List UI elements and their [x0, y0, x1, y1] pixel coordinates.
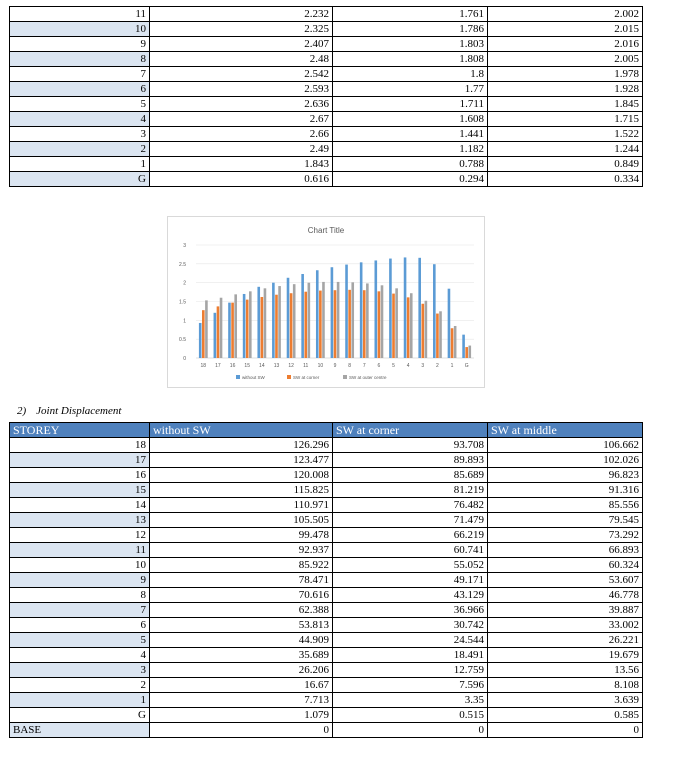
bar: [287, 278, 290, 358]
bar: [381, 285, 384, 358]
table-row: [10, 603, 643, 618]
y-tick-label: 1.5: [179, 299, 186, 306]
value-cell: 120.008: [150, 468, 333, 483]
joint-displacement-table: [9, 422, 643, 738]
value-cell: 2.636: [150, 97, 333, 112]
value-cell: 26.206: [150, 663, 333, 678]
value-cell: 1.711: [333, 97, 488, 112]
value-cell: 60.324: [488, 558, 643, 573]
value-cell: 60.741: [333, 543, 488, 558]
value-cell: 93.708: [333, 438, 488, 453]
storey-cell: 7: [10, 603, 150, 618]
section-number: 2): [17, 405, 27, 417]
value-cell: 106.662: [488, 438, 643, 453]
table-row: [10, 127, 643, 142]
value-cell: 3.35: [333, 693, 488, 708]
value-cell: 79.545: [488, 513, 643, 528]
value-cell: 2.016: [488, 37, 643, 52]
table-row: [10, 618, 643, 633]
value-cell: 1.928: [488, 82, 643, 97]
value-cell: 1.808: [333, 52, 488, 67]
value-cell: 2.66: [150, 127, 333, 142]
value-cell: 2.005: [488, 52, 643, 67]
storey-cell: 16: [10, 468, 150, 483]
table-header-row: [10, 423, 643, 438]
value-cell: 7.596: [333, 678, 488, 693]
y-tick-label: 1: [183, 318, 186, 325]
value-cell: 3.639: [488, 693, 643, 708]
bar: [348, 290, 351, 358]
displacement-table-top: [9, 6, 643, 187]
table-row: [10, 142, 643, 157]
x-tick-label: 15: [244, 363, 250, 369]
value-cell: 1.843: [150, 157, 333, 172]
value-cell: 53.813: [150, 618, 333, 633]
bar: [290, 293, 293, 358]
table-row: [10, 558, 643, 573]
x-tick-label: 8: [348, 363, 352, 369]
value-cell: 26.221: [488, 633, 643, 648]
y-tick-label: 2.5: [179, 261, 186, 268]
table-row: [10, 22, 643, 37]
y-tick-label: 3: [183, 243, 186, 249]
table-row: [10, 157, 643, 172]
table-row: [10, 528, 643, 543]
bar: [199, 323, 202, 358]
storey-cell: 1: [10, 693, 150, 708]
value-cell: 33.002: [488, 618, 643, 633]
table-row: [10, 663, 643, 678]
legend-swatch: [287, 375, 291, 379]
bar: [465, 347, 468, 358]
x-tick-label: 10: [317, 363, 324, 369]
table-body: [10, 438, 643, 738]
storey-cell: BASE: [10, 723, 150, 738]
value-cell: 78.471: [150, 573, 333, 588]
value-cell: 92.937: [150, 543, 333, 558]
storey-cell: 9: [10, 37, 150, 52]
storey-cell: 5: [10, 97, 150, 112]
value-cell: 0.616: [150, 172, 333, 187]
table-row: [10, 513, 643, 528]
section-heading: [17, 405, 121, 417]
value-cell: 115.825: [150, 483, 333, 498]
legend-swatch: [236, 375, 240, 379]
value-cell: 1.845: [488, 97, 643, 112]
bar: [410, 293, 413, 358]
table-row: [10, 82, 643, 97]
value-cell: 13.56: [488, 663, 643, 678]
bar: [468, 346, 471, 358]
value-cell: 2.002: [488, 7, 643, 22]
x-tick-label: 12: [288, 363, 294, 369]
value-cell: 0.788: [333, 157, 488, 172]
table-row: [10, 543, 643, 558]
value-cell: 85.689: [333, 468, 488, 483]
table-row: [10, 468, 643, 483]
bar: [462, 335, 465, 358]
bar: [451, 328, 454, 358]
value-cell: 19.679: [488, 648, 643, 663]
table-row: [10, 708, 643, 723]
value-cell: 1.761: [333, 7, 488, 22]
bar: [433, 264, 436, 358]
storey-cell: 13: [10, 513, 150, 528]
value-cell: 1.8: [333, 67, 488, 82]
chart-title: Chart Title: [307, 226, 345, 235]
value-cell: 1.978: [488, 67, 643, 82]
value-cell: 0: [150, 723, 333, 738]
bar: [448, 289, 451, 358]
header-sw-at-corner: SW at corner: [333, 423, 488, 438]
bar: [304, 292, 307, 358]
bar: [249, 291, 252, 358]
value-cell: 73.292: [488, 528, 643, 543]
storey-cell: 4: [10, 648, 150, 663]
bar: [217, 306, 220, 358]
value-cell: 96.823: [488, 468, 643, 483]
bar: [363, 290, 366, 358]
value-cell: 1.608: [333, 112, 488, 127]
storey-cell: 4: [10, 112, 150, 127]
value-cell: 0.334: [488, 172, 643, 187]
bar: [275, 295, 278, 358]
header-storey: STOREY: [10, 423, 150, 438]
value-cell: 91.316: [488, 483, 643, 498]
x-tick-label: G: [464, 363, 469, 369]
chart-canvas: [168, 217, 484, 387]
y-tick-label: 0: [183, 356, 186, 362]
bar: [214, 313, 217, 358]
value-cell: 2.49: [150, 142, 333, 157]
bar: [425, 301, 428, 358]
bar: [261, 297, 264, 358]
table-row: [10, 52, 643, 67]
value-cell: 99.478: [150, 528, 333, 543]
value-cell: 1.522: [488, 127, 643, 142]
x-tick-label: 6: [377, 363, 381, 369]
table-row: [10, 112, 643, 127]
bar: [392, 294, 395, 358]
bar: [366, 283, 369, 358]
storey-cell: G: [10, 708, 150, 723]
bar: [395, 288, 398, 358]
storey-cell: 14: [10, 498, 150, 513]
value-cell: 66.219: [333, 528, 488, 543]
value-cell: 1.803: [333, 37, 488, 52]
table-row: [10, 453, 643, 468]
bar: [404, 257, 407, 358]
x-tick-label: 7: [362, 363, 366, 369]
table-row: [10, 723, 643, 738]
storey-cell: 15: [10, 483, 150, 498]
value-cell: 1.77: [333, 82, 488, 97]
bar: [228, 303, 231, 358]
table-body: [10, 7, 643, 187]
value-cell: 0: [488, 723, 643, 738]
storey-cell: 2: [10, 678, 150, 693]
header-without-sw: without SW: [150, 423, 333, 438]
storey-cell: 17: [10, 453, 150, 468]
value-cell: 18.491: [333, 648, 488, 663]
bar: [337, 282, 340, 358]
value-cell: 36.966: [333, 603, 488, 618]
value-cell: 62.388: [150, 603, 333, 618]
bar: [331, 267, 334, 358]
table-row: [10, 37, 643, 52]
bar: [374, 260, 377, 358]
storey-cell: 3: [10, 663, 150, 678]
bar: [257, 287, 260, 358]
bar: [360, 262, 363, 358]
bar: [378, 291, 381, 358]
x-tick-label: 3: [421, 363, 425, 369]
storey-cell: 12: [10, 528, 150, 543]
value-cell: 35.689: [150, 648, 333, 663]
legend-label: without SW: [242, 375, 265, 380]
table-row: [10, 67, 643, 82]
value-cell: 2.593: [150, 82, 333, 97]
value-cell: 1.441: [333, 127, 488, 142]
value-cell: 2.232: [150, 7, 333, 22]
legend-label: SW at corner: [293, 375, 320, 380]
storey-cell: G: [10, 172, 150, 187]
table-row: [10, 573, 643, 588]
value-cell: 7.713: [150, 693, 333, 708]
bar: [264, 288, 267, 358]
bar: [454, 326, 457, 358]
value-cell: 53.607: [488, 573, 643, 588]
value-cell: 39.887: [488, 603, 643, 618]
value-cell: 30.742: [333, 618, 488, 633]
bar: [319, 291, 322, 358]
value-cell: 12.759: [333, 663, 488, 678]
storey-cell: 8: [10, 588, 150, 603]
value-cell: 85.922: [150, 558, 333, 573]
bar: [316, 270, 319, 358]
value-cell: 2.48: [150, 52, 333, 67]
bar: [351, 282, 354, 358]
table-row: [10, 588, 643, 603]
bar: [322, 282, 325, 358]
y-tick-label: 2: [183, 280, 186, 287]
value-cell: 2.325: [150, 22, 333, 37]
storey-cell: 10: [10, 558, 150, 573]
x-tick-label: 11: [303, 363, 309, 369]
value-cell: 1.786: [333, 22, 488, 37]
value-cell: 2.542: [150, 67, 333, 82]
bar: [418, 258, 421, 358]
table-row: [10, 498, 643, 513]
bar: [421, 304, 424, 358]
value-cell: 0.515: [333, 708, 488, 723]
storey-cell: 6: [10, 82, 150, 97]
value-cell: 70.616: [150, 588, 333, 603]
bar: [301, 274, 304, 358]
bar-chart: [167, 216, 485, 388]
storey-cell: 3: [10, 127, 150, 142]
value-cell: 105.505: [150, 513, 333, 528]
bar: [272, 283, 275, 358]
storey-cell: 7: [10, 67, 150, 82]
storey-cell: 11: [10, 543, 150, 558]
table-row: [10, 678, 643, 693]
x-tick-label: 1: [450, 363, 454, 369]
y-tick-label: 0.5: [179, 337, 186, 344]
bar: [234, 294, 237, 358]
value-cell: 49.171: [333, 573, 488, 588]
value-cell: 0.849: [488, 157, 643, 172]
value-cell: 1.244: [488, 142, 643, 157]
bar: [205, 300, 208, 358]
storey-cell: 5: [10, 633, 150, 648]
table-row: [10, 648, 643, 663]
value-cell: 1.715: [488, 112, 643, 127]
bar: [407, 297, 410, 358]
table-row: [10, 633, 643, 648]
table-row: [10, 693, 643, 708]
table-row: [10, 438, 643, 453]
storey-cell: 2: [10, 142, 150, 157]
bar: [439, 311, 442, 358]
section-title: Joint Displacement: [36, 405, 122, 417]
value-cell: 2.015: [488, 22, 643, 37]
value-cell: 46.778: [488, 588, 643, 603]
value-cell: 66.893: [488, 543, 643, 558]
table-row: [10, 97, 643, 112]
value-cell: 126.296: [150, 438, 333, 453]
value-cell: 0.294: [333, 172, 488, 187]
x-tick-label: 17: [215, 363, 221, 369]
value-cell: 1.182: [333, 142, 488, 157]
storey-cell: 8: [10, 52, 150, 67]
x-tick-label: 18: [200, 363, 207, 369]
value-cell: 55.052: [333, 558, 488, 573]
storey-cell: 11: [10, 7, 150, 22]
bar: [202, 310, 205, 358]
value-cell: 2.407: [150, 37, 333, 52]
storey-cell: 9: [10, 573, 150, 588]
x-tick-label: 9: [333, 363, 337, 369]
value-cell: 89.893: [333, 453, 488, 468]
storey-cell: 10: [10, 22, 150, 37]
bar: [308, 283, 311, 358]
bar: [389, 259, 392, 358]
bar: [345, 265, 348, 358]
storey-cell: 6: [10, 618, 150, 633]
x-tick-label: 4: [406, 363, 410, 369]
value-cell: 71.479: [333, 513, 488, 528]
value-cell: 16.67: [150, 678, 333, 693]
value-cell: 81.219: [333, 483, 488, 498]
value-cell: 2.67: [150, 112, 333, 127]
bar: [220, 298, 223, 358]
bar: [231, 303, 234, 358]
value-cell: 1.079: [150, 708, 333, 723]
bar: [334, 290, 337, 358]
bar: [436, 314, 439, 358]
bar: [243, 294, 246, 358]
value-cell: 24.544: [333, 633, 488, 648]
storey-cell: 18: [10, 438, 150, 453]
bar: [278, 286, 281, 358]
value-cell: 85.556: [488, 498, 643, 513]
header-sw-at-middle: SW at middle: [488, 423, 643, 438]
value-cell: 123.477: [150, 453, 333, 468]
x-tick-label: 16: [229, 363, 236, 369]
x-tick-label: 14: [259, 363, 265, 369]
x-tick-label: 13: [273, 363, 280, 369]
value-cell: 44.909: [150, 633, 333, 648]
legend-label: SW at outer centre: [349, 375, 387, 380]
value-cell: 0: [333, 723, 488, 738]
x-tick-label: 5: [392, 363, 395, 369]
value-cell: 8.108: [488, 678, 643, 693]
bar: [293, 284, 296, 358]
x-tick-label: 2: [436, 363, 439, 369]
storey-cell: 1: [10, 157, 150, 172]
bar: [246, 300, 249, 358]
table-row: [10, 483, 643, 498]
table-row: [10, 172, 643, 187]
legend-swatch: [343, 375, 347, 379]
value-cell: 76.482: [333, 498, 488, 513]
value-cell: 0.585: [488, 708, 643, 723]
table-row: [10, 7, 643, 22]
value-cell: 110.971: [150, 498, 333, 513]
value-cell: 43.129: [333, 588, 488, 603]
value-cell: 102.026: [488, 453, 643, 468]
